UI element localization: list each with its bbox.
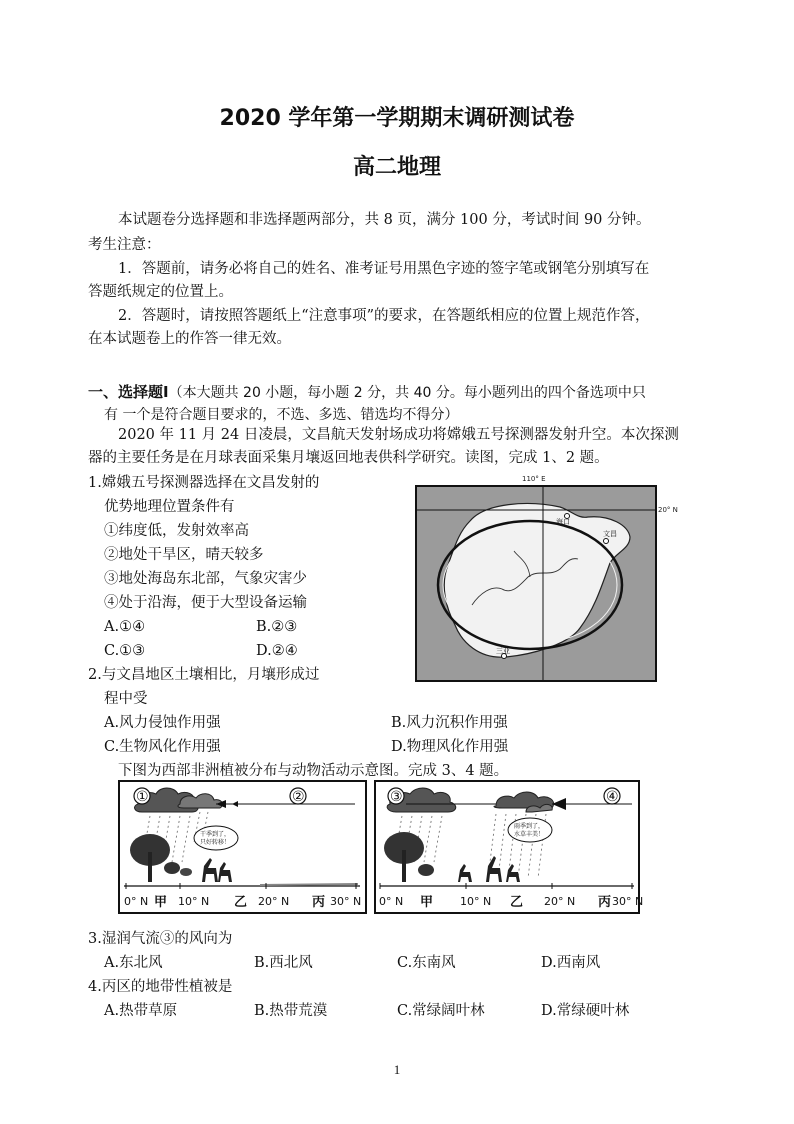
- axis-0n: 0° N: [124, 895, 149, 908]
- q3-option-b[interactable]: B.西北风: [254, 955, 313, 971]
- q1-item: ④处于沿海，便于大型设备运输: [104, 595, 307, 611]
- q2-option-b[interactable]: B.风力沉积作用强: [391, 715, 508, 731]
- q1-item: ③地处海岛东北部，气象灾害少: [104, 571, 307, 587]
- axis-jia: 甲: [154, 895, 168, 910]
- q4-option-a[interactable]: A.热带草原: [104, 1003, 178, 1019]
- lat-label: 20° N: [658, 506, 678, 514]
- africa-panel-right: [374, 780, 644, 914]
- q2-option-d[interactable]: D.物理风化作用强: [391, 739, 509, 755]
- q4-stem: 4.丙区的地带性植被是: [88, 979, 233, 995]
- q2-option-c[interactable]: C.生物风化作用强: [104, 739, 221, 755]
- q1-option-c[interactable]: C.①③: [104, 643, 146, 659]
- africa-right-svg: [376, 782, 644, 912]
- note1-line-a: 1．答题前，请务必将自己的姓名、准考证号用黑色字迹的签字笔或钢笔分别填写在: [118, 261, 650, 277]
- left-bubble-b: 只好转移！: [200, 839, 231, 846]
- q2-option-a[interactable]: A.风力侵蚀作用强: [104, 715, 221, 731]
- flow-2-label: ②: [292, 789, 305, 805]
- city-haikou: 海口: [556, 518, 570, 526]
- axis-20n: 20° N: [258, 895, 290, 908]
- axis-10n-right: 10° N: [460, 895, 492, 908]
- note2-line-a: 2．答题时，请按照答题纸上“注意事项”的要求，在答题纸相应的位置上规范作答，: [118, 308, 650, 324]
- q1-option-b[interactable]: B.②③: [256, 619, 298, 635]
- hainan-map-svg: [410, 473, 678, 689]
- right-bubble-a: 雨季到了，: [514, 823, 545, 830]
- passage2-line1: 下图为西部非洲植被分布与动物活动示意图。完成 3、4 题。: [118, 763, 509, 779]
- q3-option-a[interactable]: A.东北风: [104, 955, 163, 971]
- q1-stem-b: 优势地理位置条件有: [104, 499, 235, 515]
- q4-option-c[interactable]: C.常绿阔叶林: [397, 1003, 485, 1019]
- q3-stem: 3.湿润气流③的风向为: [88, 931, 233, 947]
- city-sanya: 三亚: [496, 647, 510, 655]
- flow-4-label: ④: [606, 789, 619, 805]
- lon-label: 110° E: [522, 475, 546, 483]
- exam-subtitle: 高二地理: [352, 155, 441, 180]
- axis-yi-right: 乙: [510, 895, 524, 910]
- axis-bing-right: 丙: [598, 895, 612, 910]
- notice-heading: 考生注意：: [88, 237, 161, 253]
- page-number: 1: [393, 1062, 401, 1077]
- q1-item: ②地处干旱区，晴天较多: [104, 547, 264, 563]
- q1-option-a[interactable]: A.①④: [104, 619, 146, 635]
- passage1-line1: 2020 年 11 月 24 日凌晨，文昌航天发射场成功将嫦娥五号探测器发射升空。本次探测: [118, 427, 679, 443]
- intro-line: 本试题卷分选择题和非选择题两部分，共 8 页，满分 100 分，考试时间 90 分钟。: [118, 212, 651, 228]
- q4-option-d[interactable]: D.常绿硬叶林: [541, 1003, 630, 1019]
- section-heading-row: [88, 381, 646, 402]
- q1-option-d[interactable]: D.②④: [256, 643, 298, 659]
- africa-left-svg: [120, 782, 365, 912]
- right-bubble-b: 水草丰美！: [514, 831, 545, 838]
- note2-line-b: 在本试题卷上的作答一律无效。: [88, 331, 291, 347]
- q1-item: ①纬度低，发射效率高: [104, 523, 249, 539]
- axis-30n: 30° N: [330, 895, 362, 908]
- hainan-map: [410, 473, 678, 689]
- q3-option-d[interactable]: D.西南风: [541, 955, 601, 971]
- axis-yi: 乙: [234, 895, 248, 910]
- exam-title: 2020 学年第一学期期末调研测试卷: [219, 106, 575, 131]
- section-heading: 一、选择题Ⅰ: [88, 383, 169, 401]
- passage1-line2: 器的主要任务是在月球表面采集月壤返回地表供科学研究。读图，完成 1、2 题。: [88, 450, 609, 466]
- q2-stem-b: 程中受: [104, 691, 148, 707]
- q4-option-b[interactable]: B.热带荒漠: [254, 1003, 328, 1019]
- left-bubble-a: 干季到了，: [200, 831, 231, 838]
- flow-1-label: ①: [136, 789, 149, 805]
- axis-20n-right: 20° N: [544, 895, 576, 908]
- section-desc-a: （本大题共 20 小题，每小题 2 分，共 40 分。每小题列出的四个备选项中只: [168, 385, 646, 401]
- flow-3-label: ③: [390, 789, 403, 805]
- note1-line-b: 答题纸规定的位置上。: [88, 284, 233, 300]
- q1-stem-a: 1.嫦娥五号探测器选择在文昌发射的: [88, 475, 320, 491]
- axis-30n-right: 30° N: [612, 895, 644, 908]
- africa-panel-left: [118, 780, 367, 914]
- city-wenchang: 文昌: [603, 530, 617, 538]
- axis-jia-right: 甲: [420, 895, 434, 910]
- q3-option-c[interactable]: C.东南风: [397, 955, 456, 971]
- axis-bing: 丙: [312, 895, 326, 910]
- axis-0n-right: 0° N: [379, 895, 404, 908]
- q2-stem-a: 2.与文昌地区土壤相比，月壤形成过: [88, 667, 320, 683]
- axis-10n: 10° N: [178, 895, 210, 908]
- section-desc-b: 有 一个是符合题目要求的，不选、多选、错选均不得分）: [104, 407, 459, 423]
